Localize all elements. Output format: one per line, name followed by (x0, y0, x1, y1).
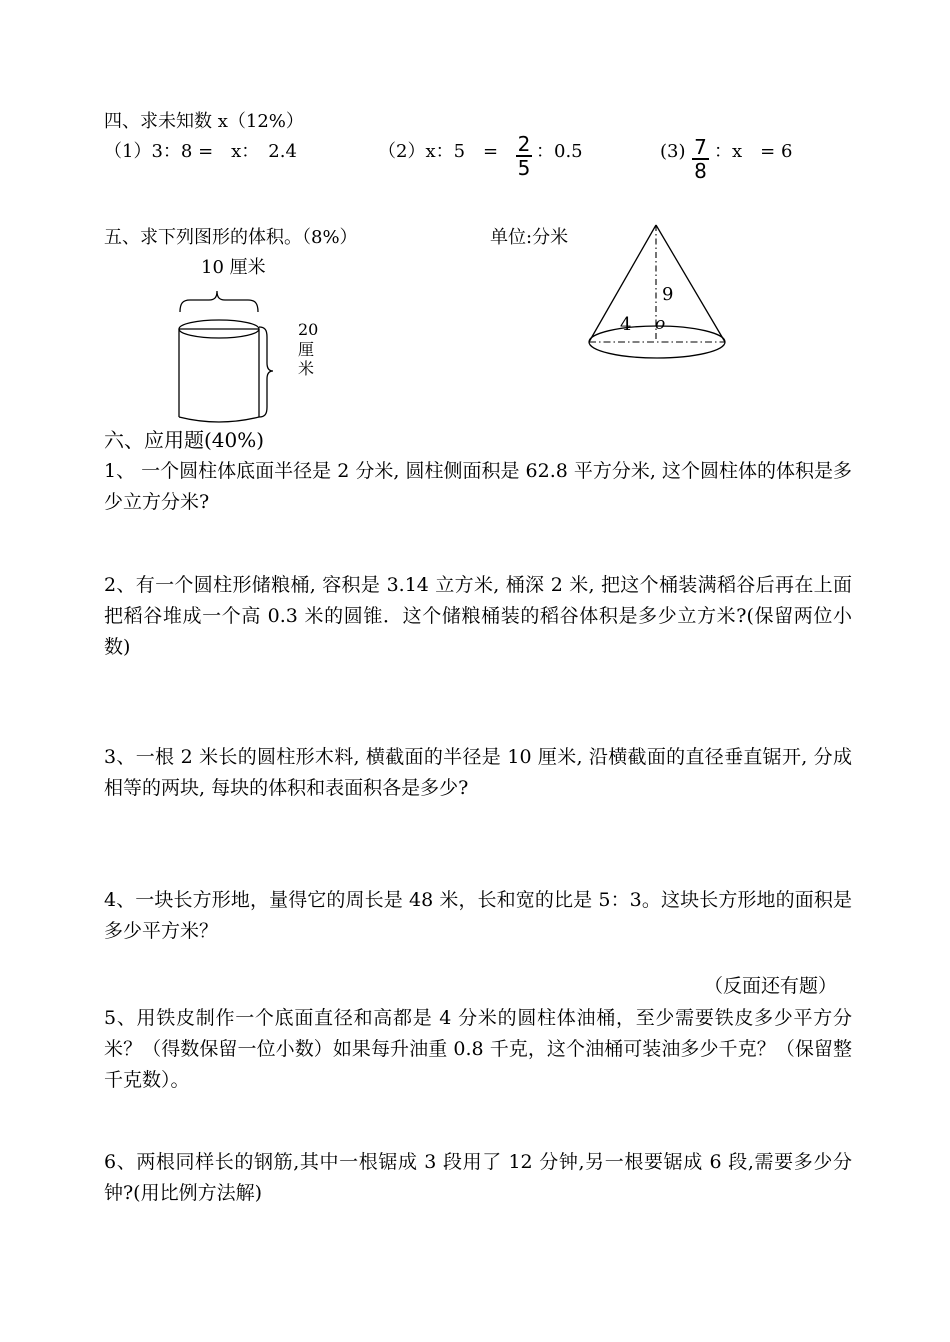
height-label-number: 20 (298, 320, 319, 339)
section-4-heading: 四、求未知数 x（12%） (104, 111, 304, 132)
height-label-char: 米 (298, 359, 315, 378)
fraction-denominator: 5 (517, 156, 531, 180)
problem-4: 4、一块长方形地，量得它的周长是 48 米，长和宽的比是 5：3。这块长方形地的面积是多少平方米？ (104, 889, 852, 942)
problem-3: 3、一根 2 米长的圆柱形木料, 横截面的半径是 10 厘米, 沿横截面的直径垂直锯开, 分成相等的两块, 每块的体积和表面积各是多少? (104, 746, 852, 799)
fraction-numerator: 7 (694, 135, 707, 159)
cone-figure (586, 220, 731, 375)
cylinder-figure (165, 255, 285, 430)
turn-over-note: （反面还有题） (704, 975, 838, 997)
side-brace (259, 327, 273, 417)
section-5-heading: 五、求下列图形的体积。（8%） (104, 227, 358, 248)
problem-5: 5、用铁皮制作一个底面直径和高都是 4 分米的圆柱体油桶，至少需要铁皮多少平方分米？（得数保留一位小数）如果每升油重 0.8 千克，这个油桶可装油多少千克？（保留整千克数）。 (104, 1007, 852, 1091)
equation-2-tail: ：0.5 (536, 141, 583, 162)
cone-center-label: o (655, 314, 666, 334)
diameter-label: 10 厘米 (201, 257, 266, 278)
cone-height-label: 9 (662, 284, 674, 305)
equation-1: （1）3：8 = x： 2.4 (104, 141, 297, 162)
fraction-denominator: 8 (694, 159, 707, 183)
problem-6: 6、两根同样长的钢筋,其中一根锯成 3 段用了 12 分钟,另一根要锯成 6 段,需要多少分钟?(用比例方法解) (104, 1151, 852, 1204)
equation-2-fraction (516, 134, 532, 178)
cone-radius-label: 4 (620, 314, 632, 335)
problem-1: 1、 一个圆柱体底面半径是 2 分米, 圆柱侧面积是 62.8 平方分米, 这个圆柱体的体积是多少立方分米? (104, 460, 852, 513)
top-brace (180, 291, 258, 312)
section-6-heading: 六、应用题(40%) (104, 428, 265, 452)
height-label-char: 厘 (298, 340, 315, 359)
unit-label: 单位:分米 (490, 227, 569, 248)
fraction-numerator: 2 (517, 132, 531, 156)
equation-3-fraction (692, 137, 709, 181)
cylinder-bottom (179, 417, 259, 422)
equation-3-lead: (3) (660, 141, 686, 162)
equation-3-tail: ：x = 6 (714, 141, 793, 162)
problem-2: 2、有一个圆柱形储粮桶, 容积是 3.14 立方米, 桶深 2 米, 把这个桶装满稻谷后再在上面把稻谷堆成一个高 0.3 米的圆锥．这个储粮桶装的稻谷体积是多少立方米?(保留两位小数) (104, 574, 852, 658)
equation-2-lead: （2）x：5 = (378, 141, 499, 162)
